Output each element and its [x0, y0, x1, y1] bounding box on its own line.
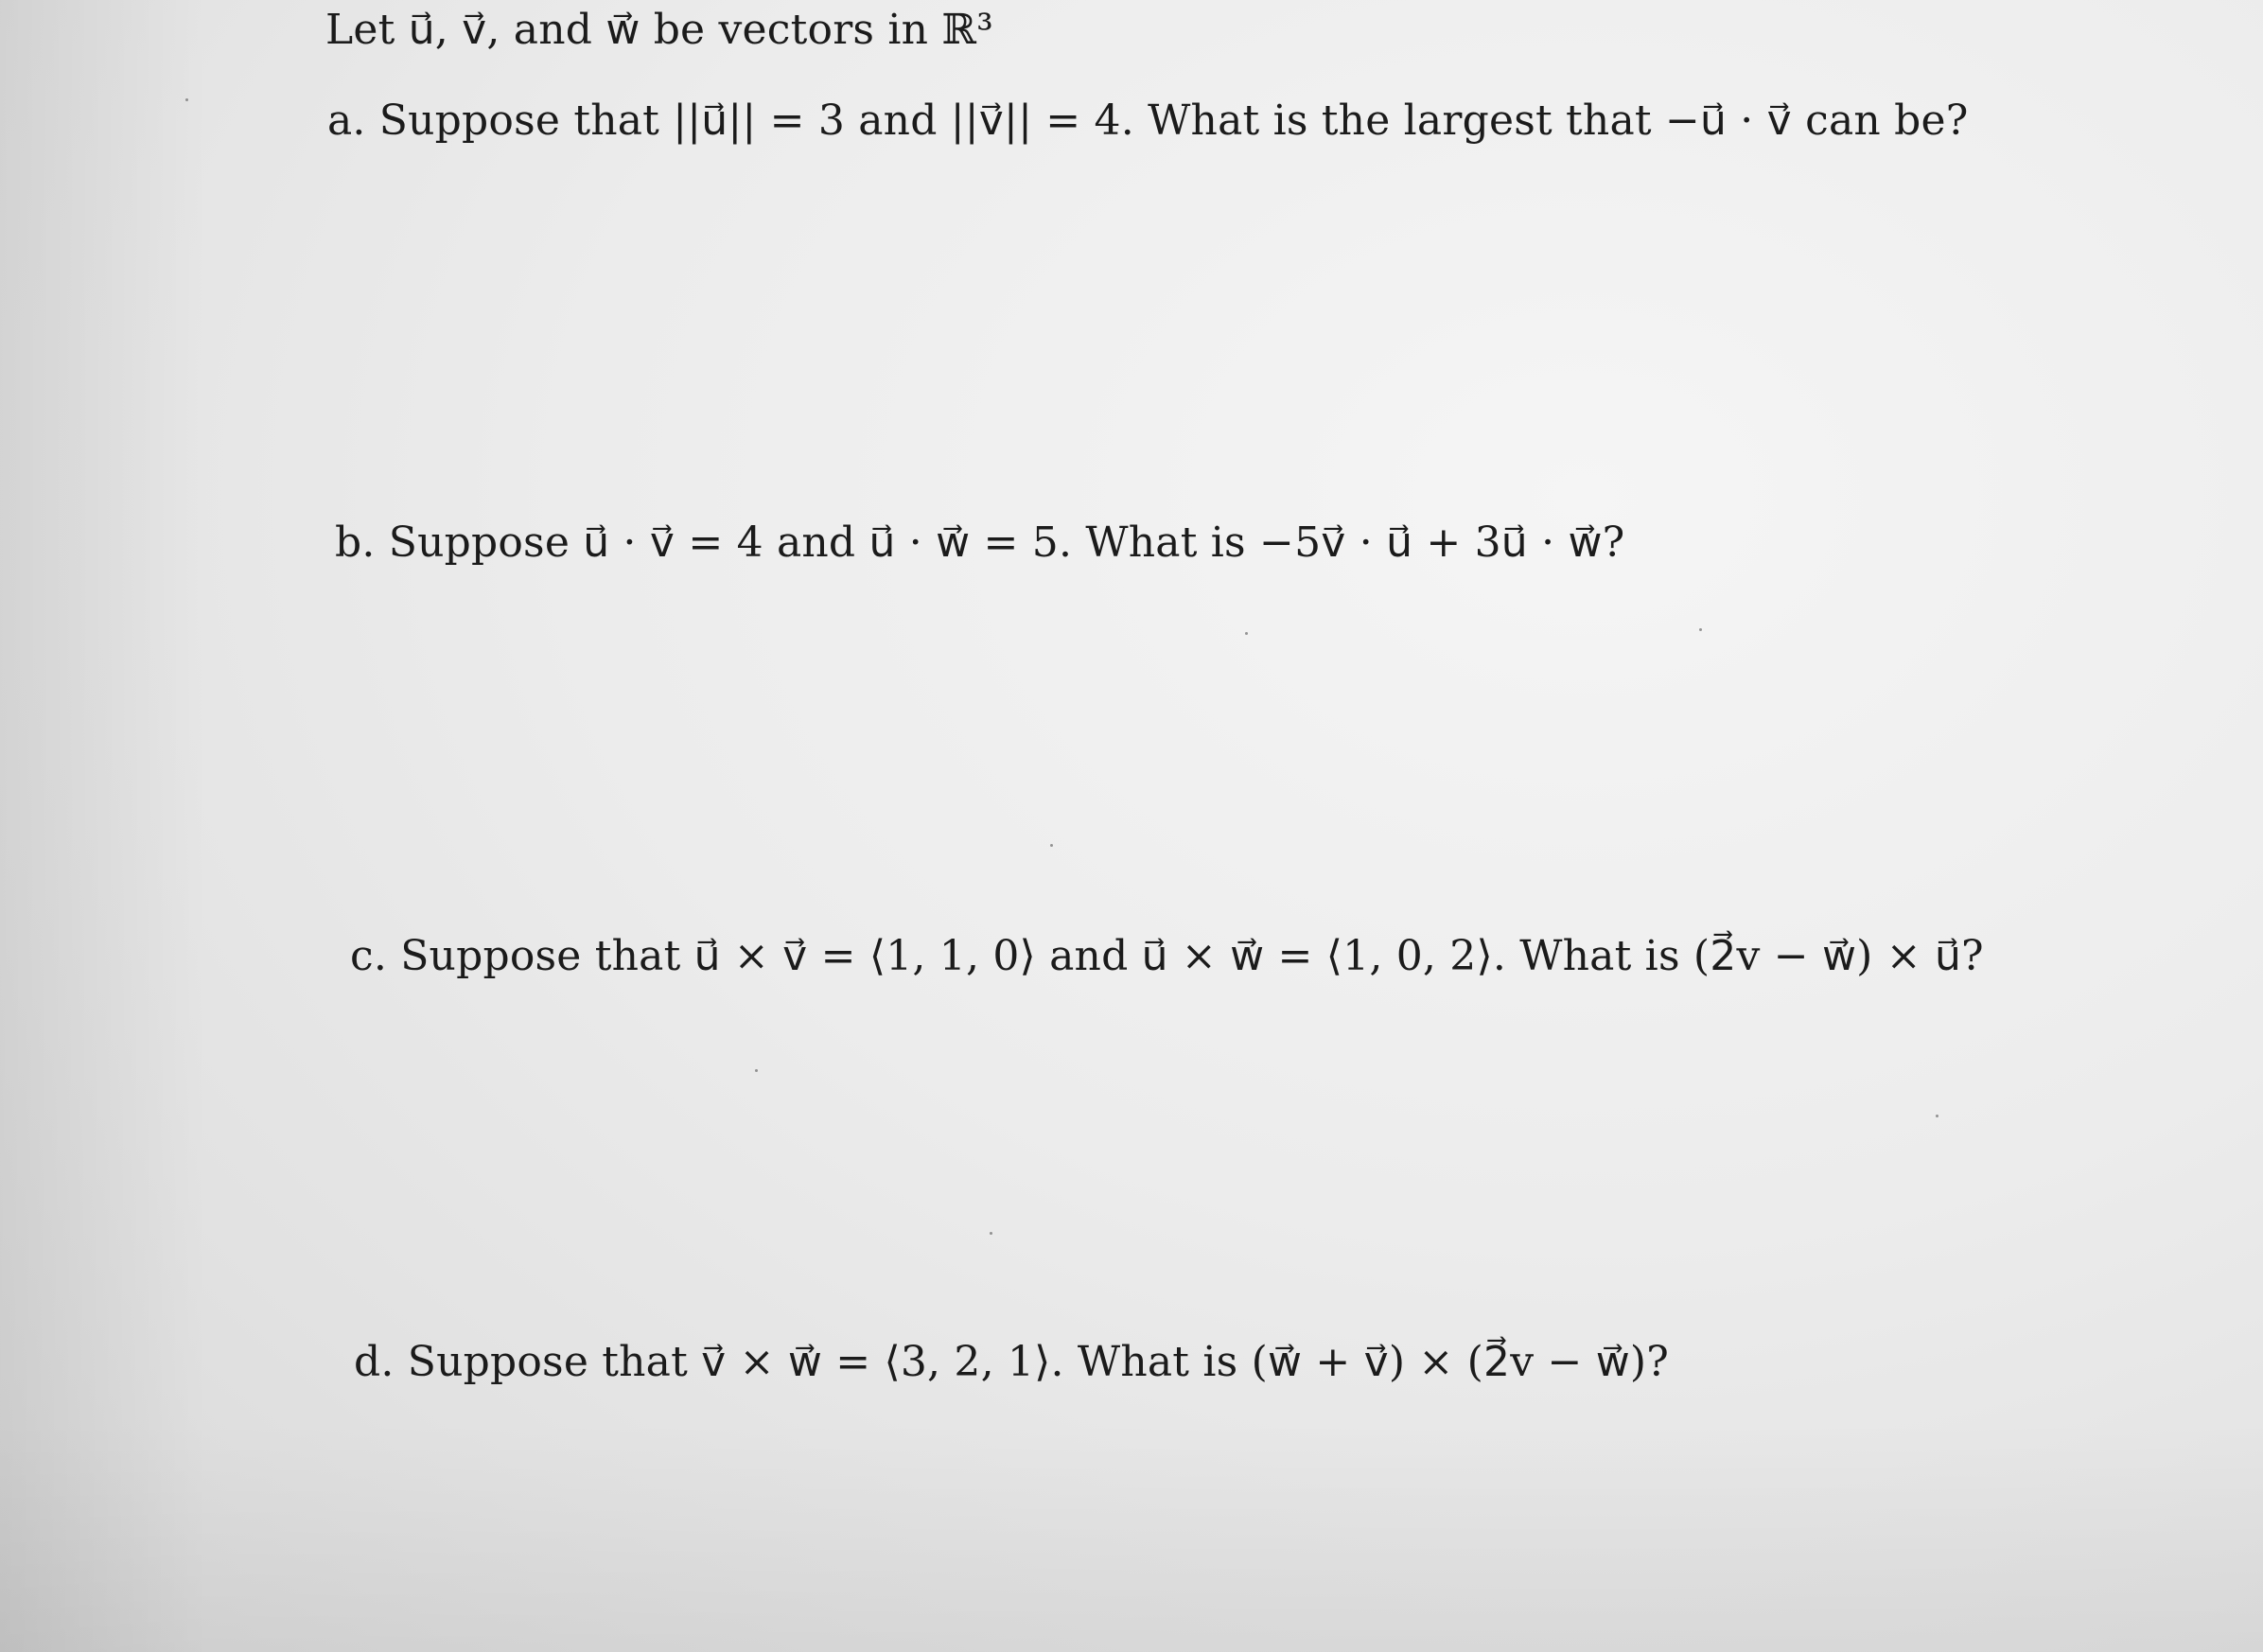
paper-speck: [755, 1069, 758, 1072]
page-shadow-left: [0, 0, 208, 1652]
page-shadow-bottom: [0, 1419, 2263, 1652]
question-a: a. Suppose that ||u⃗|| = 3 and ||v⃗|| = 4. What is the largest that −u⃗ · v⃗ can be?: [327, 97, 1969, 145]
paper-speck: [990, 1232, 992, 1235]
paper-speck: [1936, 1115, 1938, 1117]
question-b: b. Suppose u⃗ · v⃗ = 4 and u⃗ · w⃗ = 5. What is −5v⃗ · u⃗ + 3u⃗ · w⃗?: [335, 518, 1625, 567]
problem-intro: Let u⃗, v⃗, and w⃗ be vectors in ℝ³: [325, 6, 993, 54]
paper-speck: [1050, 844, 1053, 847]
question-c: c. Suppose that u⃗ × v⃗ = ⟨1, 1, 0⟩ and u⃗ × w⃗ = ⟨1, 0, 2⟩. What is (2⃗v − w⃗) × u⃗?: [350, 932, 1984, 980]
paper-speck: [1245, 632, 1248, 635]
question-d: d. Suppose that v⃗ × w⃗ = ⟨3, 2, 1⟩. What is (w⃗ + v⃗) × (2⃗v − w⃗)?: [354, 1338, 1670, 1386]
paper-speck: [1699, 628, 1702, 631]
paper-speck: [185, 98, 188, 101]
